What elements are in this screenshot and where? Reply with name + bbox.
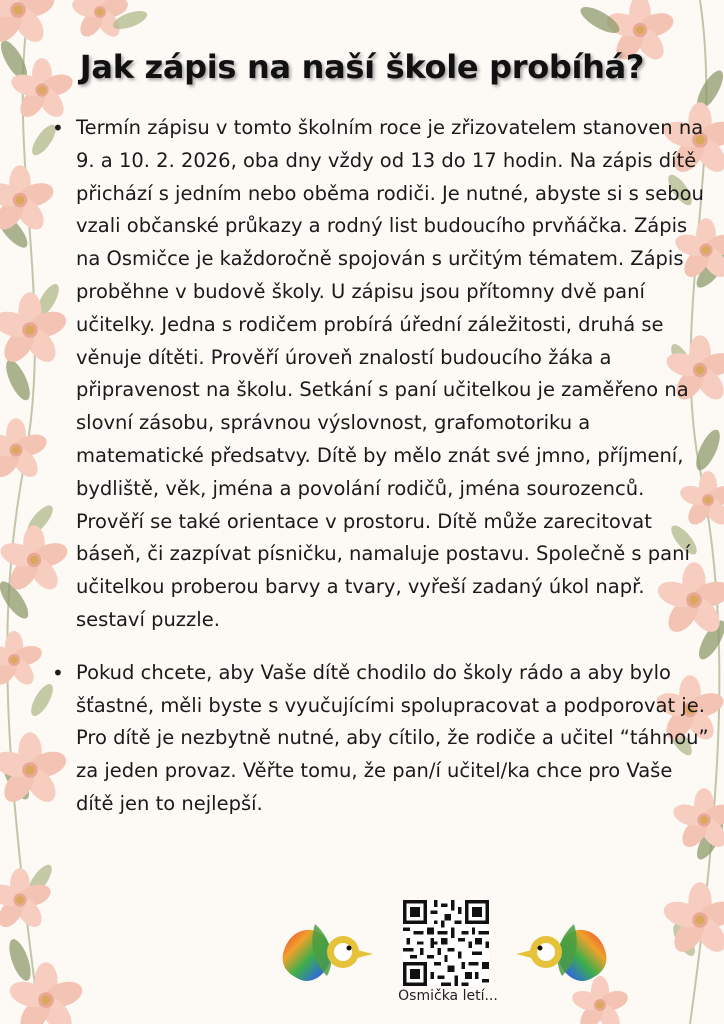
qr-caption: Osmička letí... [398,988,498,1004]
rainbow-bird-logo [279,914,375,994]
rainbow-bird-logo [514,914,610,994]
list-item: • Termín zápisu v tomto školním roce je zřizovatelem stanoven na 9. a 10. 2. 2026, oba dny vždy od 13 do 17 hodin. Na zápis dítě přichází s jedním nebo oběma rodiči. Je nutné, abyste si s sebou vzali občanské průkazy a rodný list budoucího prvňáčka. Zápis na Osmičce je každoročně spojován s určitým tématem. Zápis proběhne v budově školy. U zápisu jsou přítomny dvě paní učitelky. Jedna s rodičem probírá úřední záležitosti, druhá se věnuje dítěti. Prověří úroveň znalostí budoucího žáka a připravenost na školu. Setkání s paní učitelkou je zaměřeno na slovní zásobu, správnou výslovnost, grafomotoriku a matematické předsatvy. Dítě by mělo znát své jmno, příjmení, bydliště, věk, jména a povolání rodičů, jména sourozenců. Prověří se také orientace v prostoru. Dítě může zarecitovat báseň, či zazpívat písničku, namaluje postavu. Společně s paní učitelkou proberou barvy a tvary, vyřeší zadaný úkol např. sestaví puzzle. [76,112,710,637]
page-title: Jak zápis na naší škole probíhá? [79,48,645,86]
qr-code-icon [403,900,489,986]
list-item: • Pokud chcete, aby Vaše dítě chodilo do školy rádo a aby bylo šťastné, měli byste s vyučujícími spolupracovat a podporovat je. Pro dítě je nezbytně nutné, aby cítilo, že rodiče a učitel “táhnou” za jeden provaz. Věřte tomu, že pan/í učitel/ka chce pro Vaše dítě jen to nejlepší. [76,657,710,821]
content-list [52,112,710,841]
